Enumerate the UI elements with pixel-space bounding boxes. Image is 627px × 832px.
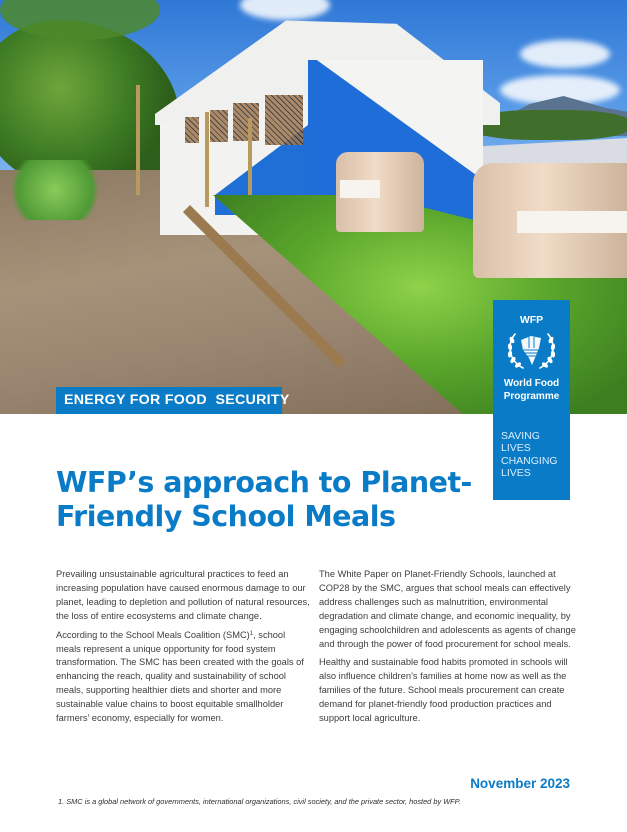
window bbox=[265, 95, 303, 145]
footnote-reference: 1 bbox=[249, 630, 254, 637]
water-tank bbox=[473, 163, 627, 278]
water-tank bbox=[336, 152, 424, 232]
publication-date: November 2023 bbox=[470, 776, 570, 791]
footnote: 1. SMC is a global network of governments, international organizations, civil society, and the private sector, hosted by WFP. bbox=[58, 797, 461, 806]
body-column-left bbox=[56, 568, 311, 726]
paragraph: According to the School Meals Coalition (SMC)$^1$, school meals represent a unique opportunity for food system transformation. The SMC has been created with the goals of enhancing the reach, quality and sustainability of school meals, supporting healthier diets and shorter and more sustainable value chains to boost equitable smallholder farmers’ economy, especially for women. bbox=[56, 629, 304, 724]
body-column-right bbox=[319, 568, 581, 726]
wfp-acronym: WFP bbox=[519, 314, 544, 326]
wfp-wreath-emblem-icon bbox=[505, 328, 558, 372]
paragraph: Healthy and sustainable food habits promoted in schools will also influence children’s families at home now as well as the families of the future. School meals procurement can create demand for planet-friendly food production practices and support local agriculture. bbox=[319, 657, 568, 724]
bamboo-pole bbox=[205, 112, 209, 207]
wfp-name: World Food Programme bbox=[503, 378, 560, 402]
paragraph: Prevailing unsustainable agricultural practices to feed an increasing population have caused enormous damage to our planet, leading to depletion and pollution of natural resources, the loss of entire ecosystems and climate change. bbox=[56, 569, 310, 621]
paragraph: The White Paper on Planet-Friendly Schools, launched at COP28 by the SMC, argues that school meals can effectively address challenges such as malnutrition, environmental degradation and climate change, and economic inequality, by engaging schoolchildren and adolescents as agents of change and through the power of food procurement for school meals. bbox=[319, 569, 576, 649]
window bbox=[185, 117, 199, 143]
category-badge: ENERGY FOR FOOD SECURITY bbox=[56, 387, 282, 414]
page-title: WFP’s approach to Planet- Friendly School Meals bbox=[56, 466, 472, 533]
cloud bbox=[520, 40, 610, 68]
window bbox=[210, 110, 228, 142]
wfp-logo-panel bbox=[493, 300, 570, 500]
wfp-tagline: SAVING LIVES CHANGING LIVES bbox=[501, 430, 558, 479]
cabbage-plants bbox=[0, 160, 110, 220]
window bbox=[233, 103, 259, 141]
bamboo-pole bbox=[136, 85, 140, 195]
